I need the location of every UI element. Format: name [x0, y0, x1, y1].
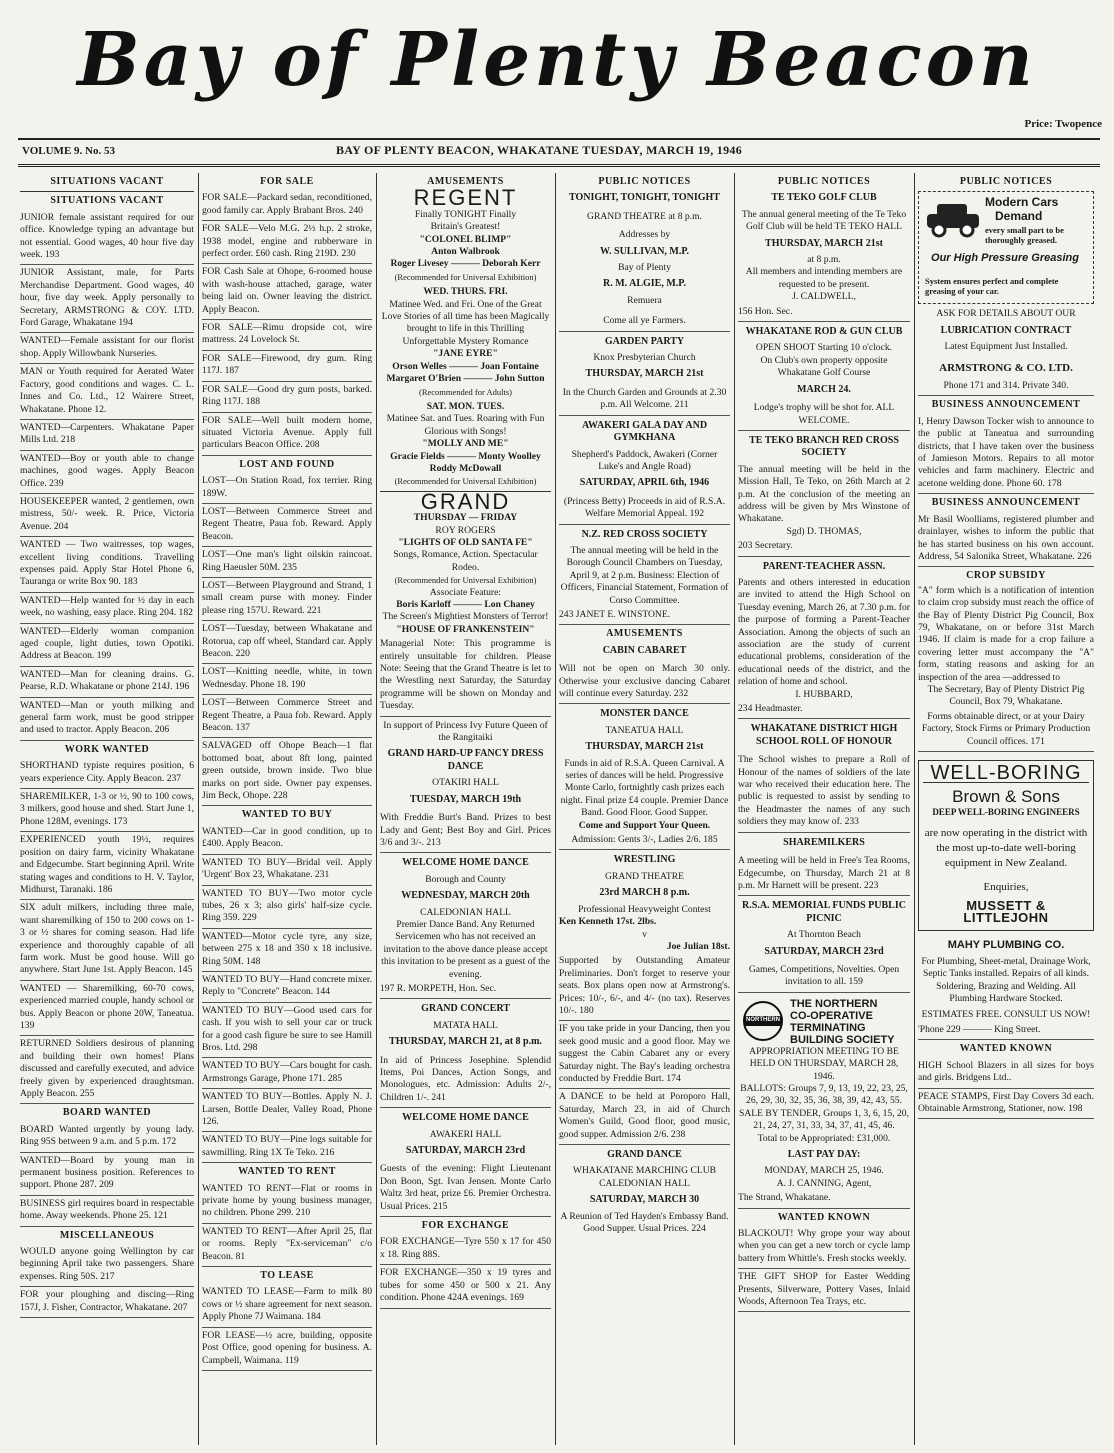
classified-ad: WANTED TO BUY—Bottles. Apply N. J. Larsen, Bottle Dealer, Valley Road, Phone 126.: [202, 1089, 372, 1132]
section-heading: WANTED KNOWN: [959, 1043, 1053, 1055]
masthead: [0, 0, 1114, 140]
section-heading: SITUATIONS VACANT: [50, 195, 164, 207]
event-heading: CABIN CABARET: [602, 644, 687, 656]
text-line: J. CALDWELL,: [792, 291, 856, 303]
text-line: MATATA HALL: [433, 1019, 498, 1031]
text-line: TANEATUA HALL: [605, 724, 684, 736]
classified-ad: WANTED—Car in good condition, up to £400. Apply Beacon.: [202, 824, 372, 855]
classified-ad: WANTED TO BUY—Bridal veil. Apply 'Urgent' Box 23, Whakatane. 231: [202, 855, 372, 886]
classified-ad: WANTED TO BUY—Two motor cycle tubes, 26 x 3; also girls' half-size cycle. Ring 359. 229: [202, 886, 372, 929]
classified-ad: EXPERIENCED youth 19½, requires position on dairy farm, vicinity Whakatane and Edgecumbe. Start beginning April. Write stating wages and conditions to H. V. Taylor, Midhurst, Taranaki. 186: [20, 832, 194, 900]
section-heading: PUBLIC NOTICES: [959, 176, 1053, 187]
text-line: at 8 p.m.: [807, 254, 841, 266]
classified-ad: IF you take pride in your Dancing, then you seek good music and a good floor. May we suggest the Cabin Cabaret any or every Saturday night. The Bay's leading orchestra conducted by Freddie Burt. 174: [559, 1021, 730, 1089]
classified-ad: WANTED — Sharemilking, 60-70 cows, experienced married couple, handy school or bus. Apply Beacon or phone 20W, Taneatua. 139: [20, 981, 194, 1037]
classified-ad: SHORTHAND typiste requires position, 6 years experience City. Apply Beacon. 237: [20, 758, 194, 789]
classified-ad: LOST—Knitting needle, white, in town Wednesday. Phone 18. 190: [202, 664, 372, 695]
classified-ad: JUNIOR Assistant, male, for Parts Merchandise Department. Good wages, 40 hour, five day week. Apply personally to Secretary, ARMSTRONG & COY. LTD. Ford Garage, Whakatane 194: [20, 265, 194, 333]
society-name-line: TERMINATING: [790, 1021, 866, 1034]
text-line: CALEDONIAN HALL: [599, 1177, 690, 1189]
text-line: LUBRICATION CONTRACT: [940, 324, 1072, 336]
section-heading: TO LEASE: [260, 1270, 314, 1282]
text-line: Joe Julian 18st.: [666, 940, 730, 952]
text-line: 234 Headmaster.: [738, 701, 910, 719]
text-line: Phone 171 and 314. Private 340.: [918, 378, 1094, 396]
text-line: CALEDONIAN HALL: [420, 906, 511, 918]
text-line: Ken Kenneth 17st. 2lbs.: [559, 916, 657, 928]
classified-ad: WANTED—Boy or youth able to change machines, good wages. Apply Beacon Office. 239: [20, 451, 194, 494]
event-heading: GARDEN PARTY: [604, 335, 685, 347]
text-line: On Club's own property opposite Whakatane Golf Course: [760, 354, 888, 379]
section-heading: PUBLIC NOTICES: [598, 176, 691, 187]
text-block: The annual meeting will be held in the Mission Hall, Te Teko, on 26th March at 2 p.m. At the conclusion of the meeting an address will be given by Mrs Winstone of Whakatane.: [738, 463, 910, 525]
classified-ad: WANTED—Motor cycle tyre, any size, between 275 x 18 and 350 x 18 inclusive. Ring 50M. 148: [202, 929, 372, 972]
price-label: Price: Twopence: [1024, 118, 1102, 130]
event-date: 23rd MARCH 8 p.m.: [599, 887, 690, 899]
text-line: Games, Competitions, Novelties. Open invitation to all. 159: [738, 962, 910, 993]
logo-text: NORTHERN: [746, 1016, 780, 1023]
text-line: Finally TONIGHT Finally: [414, 208, 517, 220]
section-heading: SITUATIONS VACANT: [50, 176, 164, 187]
text-block: For Plumbing, Sheet-metal, Drainage Work, Septic Tanks installed. Repairs of all kinds. Soldering, Brazing and Welding. All Plumbing Hardware Stocked.: [921, 955, 1091, 1005]
section-heading: WANTED TO BUY: [241, 809, 333, 821]
section-heading: BUSINESS ANNOUNCEMENT: [931, 497, 1081, 509]
classified-ad: LOST—Between Commerce Street and Regent Theatre, Paua fob. Reward. Apply Beacon.: [202, 504, 372, 547]
film-title: "COLONEL BLIMP": [419, 233, 512, 245]
text-block: Forms obtainable direct, or at your Dairy Factory, Stock Firms or Primary Production Council offices. 171: [918, 709, 1094, 752]
classified-ad: FOR LEASE—½ acre, building, opposite Post Office, good opening for business. A. Campbell, Waimana. 119: [202, 1328, 372, 1371]
text-line: Addresses by: [618, 229, 671, 241]
text-block: Guests of the evening: Flight Lieutenant Don Boon, Sgt. Ivan Jensen. Monte Carlo Waltz 3rd heat, prize £6. Premier Orchestra. Usual Prices. 215: [380, 1161, 551, 1217]
classified-ad: MAN or Youth required for Aerated Water Factory, good conditions and wages. C. L. Innes and Co. Ltd., 12 Wairere Street, Whakatane. Phone 12.: [20, 364, 194, 420]
text-line: Songs, Romance, Action. Spectacular Rodeo.: [393, 549, 538, 573]
text-line: Professional Heavyweight Contest: [578, 903, 711, 915]
company-name: MAHY PLUMBING CO.: [947, 939, 1065, 952]
section-heading: AMUSEMENTS: [427, 176, 504, 187]
text-line: Bay of Plenty: [618, 262, 671, 274]
section-heading: LOST AND FOUND: [239, 458, 335, 470]
company-name: ARMSTRONG & CO. LTD.: [939, 361, 1073, 374]
text-line: Latest Equipment Just Installed.: [944, 341, 1068, 353]
column-divider: [376, 173, 377, 1445]
event-heading: MONSTER DANCE: [600, 708, 689, 720]
classified-ad: WANTED—Carpenters. Whakatane Paper Mills Ltd. 218: [20, 420, 194, 451]
ad-heading: Modern Cars: [985, 195, 1059, 210]
classified-ad: WANTED—Female assistant for our florist shop. Apply Willowbank Nurseries.: [20, 333, 194, 364]
text-block: are now operating in the district with the most up-to-date well-boring equipment in New Zealand.: [924, 827, 1088, 870]
event-heading: R.S.A. MEMORIAL FUNDS PUBLIC PICNIC: [742, 900, 906, 924]
text-block: BALLOTS: Groups 7, 9, 13, 19, 22, 23, 25, 26, 29, 30, 32, 35, 36, 38, 39, 42, 43, 55.: [740, 1082, 908, 1107]
event-heading: GRAND HARD-UP FANCY DRESS DANCE: [387, 748, 544, 772]
column-public-notices-2: [738, 173, 910, 1448]
text-block: Mr Basil Woolliams, registered plumber and drainlayer, wishes to inform the public that he has started business on his own account. Address, 54 Salonika Street, Whakatane. 226: [918, 512, 1094, 568]
section-heading: BOARD WANTED: [62, 1107, 152, 1119]
text-line: The Strand, Whakatane.: [738, 1190, 910, 1208]
classified-ad: SIX adult milkers, including three male, want sharemilking of 150 to 200 cows on 1-3 or ½ shares for coming season. Had life experience and thoroughly capable of all farm work. Must be good house. Will go anywhere. Start June 1st. Apply Beacon. 145: [20, 900, 194, 980]
column-amusements: [380, 173, 551, 1448]
text-line: I. HUBBARD,: [795, 688, 853, 700]
text-line: ASK FOR DETAILS ABOUT OUR: [936, 308, 1076, 320]
section-heading: WORK WANTED: [64, 743, 150, 755]
text-block: (Princess Betty) Proceeds in aid of R.S.A. Welfare Memorial Appeal. 192: [559, 494, 730, 525]
event-date: THURSDAY, MARCH 21st: [585, 741, 704, 753]
text-block: Funds in aid of R.S.A. Queen Carnival. A series of dances will be held. Progressive Monte Carlo, fortnightly cash prizes each night. Final prize £4 couple. Premier Dance Band. Good Floor. Good Supper.: [560, 757, 729, 819]
text-block: A Reunion of Ted Hayden's Embassy Band. Good Supper. Usual Prices. 224: [560, 1210, 729, 1235]
section-heading: PUBLIC NOTICES: [777, 176, 871, 187]
text-line: Shepherd's Paddock, Awakeri (Corner Luke's and Angle Road): [571, 448, 718, 472]
event-date: THURSDAY, MARCH 21st: [765, 237, 883, 249]
ad-heading: Our High Pressure Greasing: [931, 252, 1079, 265]
text-block: The School wishes to prepare a Roll of Honour of the names of soldiers of the late war who received their education here. The public is requested to assist by sending to the Headmaster the names of any such soldiers they may know of. 233: [738, 752, 910, 832]
event-date: SATURDAY, MARCH 30: [589, 1194, 700, 1206]
regent-theatre-title: REGENT: [413, 185, 518, 211]
event-heading: AWAKERI GALA DAY AND GYMKHANA: [581, 419, 708, 444]
well-boring-ad: [918, 760, 1094, 931]
text-line: At Thornton Beach: [787, 929, 861, 941]
text-line: W. SULLIVAN, M.P.: [599, 245, 690, 257]
classified-ad: FOR SALE—Packard sedan, reconditioned, good family car. Apply Brabant Bros. 240: [202, 190, 372, 221]
text-line: Matinee Sat. and Tues. Roaring with Fun Glorious with Songs!: [386, 413, 545, 437]
classified-ad: WANTED—Man for cleaning drains. G. Pearse, R.D. Whakatane or phone 214J. 196: [20, 667, 194, 698]
section-heading: AMUSEMENTS: [606, 628, 683, 640]
ad-heading: WELL-BORING: [930, 762, 1082, 784]
column-public-notices-3: [918, 173, 1094, 1448]
film-title: "MOLLY AND ME": [422, 438, 509, 450]
modern-cars-ad: [918, 191, 1094, 304]
text-line: Britain's Greatest!: [430, 221, 501, 233]
classified-ad: FOR SALE—Rimu dropside cot, wire mattress. 24 Lovelock St.: [202, 320, 372, 351]
text-line: A. J. CANNING, Agent,: [776, 1177, 872, 1189]
classified-ad: WANTED TO BUY—Hand concrete mixer. Reply to "Concrete" Beacon. 144: [202, 972, 372, 1003]
text-line: DEEP WELL-BORING ENGINEERS: [932, 806, 1080, 817]
text-line: 156 Hon. Sec.: [738, 304, 910, 322]
text-line: Enquiries,: [983, 881, 1029, 894]
text-line: 197 R. MORPETH, Hon. Sec.: [380, 981, 551, 999]
text-line: The Screen's Mightiest Monsters of Terror!: [382, 611, 549, 623]
text-block: All members and intending members are requested to be present.: [745, 266, 903, 290]
text-line: Come and Support Your Queen.: [578, 819, 711, 831]
text-line: Gracie Fields ——— Monty Woolley: [390, 450, 541, 462]
text-block: The annual general meeting of the Te Teko Golf Club will be held TE TEKO HALL: [741, 208, 907, 233]
classified-ad: HOUSEKEEPER wanted, 2 gentlemen, own mistress, 50/- week. R. Price, Victoria Avenue. 204: [20, 494, 194, 537]
text-line: R. M. ALGIE, M.P.: [603, 278, 686, 290]
text-line: Anton Walbrook: [431, 246, 500, 258]
dateline-text: BAY OF PLENTY BEACON, WHAKATANE TUESDAY, MARCH 19, 1946: [336, 143, 743, 157]
event-heading: PARENT-TEACHER ASSN.: [762, 560, 886, 572]
event-heading: WHAKATANE DISTRICT HIGH SCHOOL ROLL OF HONOUR: [750, 723, 898, 747]
classified-ad: JUNIOR female assistant required for our office. Knowledge typing an advantage but not essential. Good wages, 40 hour five day week. 193: [20, 210, 194, 266]
text-line: GRAND THEATRE at 8 p.m.: [587, 210, 702, 222]
classified-ad: HIGH School Blazers in all sizes for boys and girls. Bridgens Ltd..: [918, 1058, 1094, 1089]
text-line: (Recommended for Universal Exhibition): [394, 575, 537, 586]
newspaper-title: Bay of Plenty Beacon: [77, 17, 1037, 103]
event-heading: GRAND CONCERT: [421, 1003, 510, 1015]
car-icon: [923, 196, 983, 240]
classified-ad: BLACKOUT! Why grope your way about when you can get a new torch or cycle lamp battery from Whittle's. Fresh stocks weekly.: [738, 1226, 910, 1269]
text-line: Admission: Gents 3/-, Ladies 2/6. 185: [559, 832, 730, 850]
section-heading: FOR EXCHANGE: [421, 1220, 510, 1232]
text-line: THURSDAY — FRIDAY: [413, 512, 518, 524]
event-date: TUESDAY, MARCH 19th: [409, 793, 522, 805]
film-title: "JANE EYRE": [433, 348, 498, 360]
event-heading: WELCOME HOME DANCE: [402, 1112, 529, 1124]
dateline-bar: [18, 138, 1100, 167]
event-date: THURSDAY, MARCH 21, at 8 p.m.: [389, 1036, 542, 1048]
text-line: Roger Livesey ——— Deborah Kerr: [390, 258, 541, 270]
classified-ad: FOR EXCHANGE—350 x 19 tyres and tubes for some 450 or 500 x 21. Any condition. Phone 424A evenings. 169: [380, 1265, 551, 1308]
classified-ad: WANTED TO BUY—Cars bought for cash. Armstrongs Garage, Phone 171. 285: [202, 1058, 372, 1089]
event-heading: TE TEKO GOLF CLUB: [771, 192, 877, 204]
classified-ad: THE GIFT SHOP for Easter Wedding Presents, Silverware, Pottery Vases, Inlaid Woods, Afternoon Tea Trays, etc.: [738, 1269, 910, 1312]
text-line: GRAND THEATRE: [605, 870, 684, 882]
classified-ad: WANTED TO RENT—Flat or rooms in private home by young business manager, no children. Phone 299. 210: [202, 1181, 372, 1224]
classified-ad: WANTED—Board by young man in permanent business position. References to support. Phone 287. 209: [20, 1153, 194, 1196]
column-divider: [914, 173, 915, 1445]
text-block: In the Church Garden and Grounds at 2.30 p.m. All Welcome. 211: [559, 385, 730, 416]
classified-ad: WANTED—Man or youth milking and general farm work, must be good stripper and used to tractor. Apply Beacon. 206: [20, 698, 194, 741]
classified-ad: FOR SALE—Good dry gum posts, barked. Ring 117J. 188: [202, 382, 372, 413]
classified-ad: FOR Cash Sale at Ohope, 6-roomed house with wash-house attached, garage, water being laid on. Owner leaving the district. Apply Beacon.: [202, 264, 372, 320]
event-heading: TE TEKO BRANCH RED CROSS SOCIETY: [749, 434, 899, 459]
classified-ad: WANTED TO BUY—Good used cars for cash. If you wish to sell your car or truck for a good cash figure be sure to see Hamill Bros. Ltd. 298: [202, 1003, 372, 1059]
text-line: Matinee Wed. and Fri. One of the Great Love Stories of all time has been Magically brought to life in this Thrilling Unforgettable Mystery Romance: [381, 298, 550, 347]
text-line: ESTIMATES FREE. CONSULT US NOW!: [921, 1009, 1091, 1021]
text-block: APPROPRIATION MEETING TO BE HELD ON THURSDAY, MARCH 28, 1946.: [749, 1045, 899, 1082]
section-heading: WANTED KNOWN: [777, 1211, 871, 1223]
text-line: 243 JANET E. WINSTONE.: [559, 607, 730, 625]
text-line: (Recommended for Universal Exhibition): [394, 271, 537, 282]
section-heading: CROP SUBSIDY: [966, 570, 1046, 582]
column-divider: [734, 173, 735, 1445]
company-name: Brown & Sons: [952, 787, 1060, 807]
event-heading: TONIGHT, TONIGHT, TONIGHT: [569, 192, 720, 204]
classified-ad: LOST—Tuesday, between Whakatane and Rotorua, cap off wheel, Standard car. Apply Beacon. 220: [202, 621, 372, 664]
classified-ad: LOST—Between Commerce Street and Regent Theatre, a Paua fob. Reward. Apply Beacon. 137: [202, 695, 372, 738]
text-block: The annual meeting will be held in the Borough Council Chambers on Tuesday, April 9, at 2 p.m. Business: Election of Officers, Financial Statement, Formation of Corso Committee.: [560, 544, 729, 606]
ad-heading: Demand: [995, 209, 1043, 224]
text-block: SALE BY TENDER, Groups 1, 3, 6, 15, 20, 21, 24, 27, 31, 33, 34, 37, 41, 45, 46.: [738, 1107, 910, 1132]
text-line: Roddy McDowall: [429, 462, 502, 474]
company-name: MUSSETT & LITTLEJOHN: [963, 897, 1049, 926]
text-line: v: [642, 928, 647, 940]
classified-ad: LOST—One man's light oilskin raincoat. Ring Haeusler 50M. 235: [202, 547, 372, 578]
text-block: The Secretary, Bay of Plenty District Pig Council, Box 79, Whakatane.: [927, 683, 1085, 708]
event-heading: N.Z. RED CROSS SOCIETY: [581, 528, 708, 540]
text-line: WED. THURS. FRI.: [423, 286, 508, 298]
classified-ad: FOR your ploughing and discing—Ring 157J, J. Fisher, Contractor, Whakatane. 207: [20, 1287, 194, 1318]
event-heading: WHAKATANE ROD & GUN CLUB: [745, 326, 903, 338]
classified-ad: BUSINESS girl requires board in respectable home. Away weekends. Phone 25. 121: [20, 1196, 194, 1227]
text-block: "A" form which is a notification of intention to claim crop subsidy must reach the office of the Bay of Plenty District Pig Council, Box 79, Whakatane, on or before 31st March 1946. If claim is made for a crop failure a covering letter must accompany the "A" form, stating reasons and asking for an inspection of the area —addressed to: [918, 584, 1094, 683]
classified-ad: WOULD anyone going Wellington by car beginning April take two passengers. Share expenses. Ring 50S. 217: [20, 1244, 194, 1287]
classified-ad: RETURNED Soldiers desirous of planning and building their own homes! Plans discussed and carefully executed, and advice freely given by experienced draughtsman. Apply Beacon. 255: [20, 1036, 194, 1104]
classified-ad: WANTED—Elderly woman companion aged couple, light duties, town Opotiki. Address at Beacon. 199: [20, 624, 194, 667]
text-line: Orson Welles ——— Joan Fontaine: [392, 360, 539, 372]
text-block: Will not be open on March 30 only. Otherwise your exclusive dancing Cabaret will continue every Saturday. 232: [559, 661, 730, 704]
text-line: Come all ye Farmers.: [559, 313, 730, 331]
event-date: MARCH 24.: [797, 383, 851, 395]
text-line: Sgd) D. THOMAS,: [786, 525, 862, 537]
column-divider: [198, 173, 199, 1445]
text-line: Remuera: [627, 294, 662, 306]
text-line: AWAKERI HALL: [429, 1128, 502, 1140]
grand-theatre-title: GRAND: [420, 488, 511, 514]
text-line: Knox Presbyterian Church: [593, 352, 696, 364]
text-line: Total to be Appropriated: £31,000.: [757, 1132, 891, 1144]
event-heading: WRESTLING: [613, 854, 676, 866]
text-block: Supported by Outstanding Amateur Preliminaries. Don't forget to reserve your seats. Box plans open now at Armstrong's. Prices: 10/-, 6/-, and 4/- (no tax). Reserves 10/-. 180: [559, 953, 730, 1021]
classified-ad: SHAREMILKER, 1-3 or ½, 90 to 100 cows, 3 milkers, good house and shed. Start June 1, Phone 128M, evenings. 173: [20, 789, 194, 832]
volume-number: VOLUME 9. No. 53: [22, 145, 115, 157]
column-public-notices: [559, 173, 730, 1448]
text-block: Premier Dance Band. Any Returned Servicemen who has not received an invitation to the above dance please accept this invitation to be present as a guest of the evening.: [381, 918, 550, 980]
text-line: OPEN SHOOT Starting 10 o'clock.: [755, 342, 893, 354]
classified-ad: WANTED TO LEASE—Farm to milk 80 cows or ½ share agreement for next season. Apply Phone 7J Waimana. 184: [202, 1284, 372, 1327]
event-date: SATURDAY, MARCH 23rd: [764, 945, 884, 957]
section-heading: BUSINESS ANNOUNCEMENT: [931, 399, 1081, 411]
text-block: In aid of Princess Josephine. Splendid Items, Poi Dances, Action Songs, and Monologues, etc. Admission: Adults 2/-, Children 1/-. 241: [380, 1053, 551, 1109]
section-heading: FOR SALE: [260, 176, 314, 187]
column-divider: [555, 173, 556, 1445]
film-title: "HOUSE OF FRANKENSTEIN": [396, 623, 535, 635]
section-heading: WANTED TO RENT: [238, 1166, 336, 1178]
classified-ad: FOR EXCHANGE—Tyre 550 x 17 for 450 x 18. Ring 88S.: [380, 1234, 551, 1265]
classified-ad: SALVAGED off Ohope Beach—1 flat bottomed boat, about 8ft long, painted green outside, brown inside. Two blue marks on port side. Owner pay expenses. Jim Beck, Ohope. 228: [202, 738, 372, 806]
text-line: (Recommended for Adults): [418, 386, 512, 397]
classified-ad: FOR SALE—Well built modern home, situated Victoria Avenue. Apply full particulars Beacon Office. 208: [202, 413, 372, 456]
text-line: OTAKIRI HALL: [432, 777, 499, 789]
classified-ad: FOR SALE—Firewood, dry gum. Ring 117J. 187: [202, 351, 372, 382]
event-heading: WELCOME HOME DANCE: [402, 857, 529, 869]
classified-ad: BOARD Wanted urgently by young lady. Ring 95S between 9 a.m. and 5 p.m. 172: [20, 1122, 194, 1153]
classified-ad: WANTED — Two waitresses, top wages, excellent living conditions. Travelling expenses paid. Apply Star Hotel Phone 6, Tauranga or write Box 90. 183: [20, 537, 194, 593]
event-date: SATURDAY, APRIL 6th, 1946: [579, 477, 710, 489]
event-date: THURSDAY, MARCH 21st: [585, 368, 704, 380]
text-block: Parents and others interested in education are invited to attend the High School on Tuesday evening, March 26, at 7.30 p.m. for the purpose of forming a Parent-Teacher Association. Among the objects of such an association are the study of current educational problems, consideration of the educational needs of the district, and the relation of home and school.: [738, 576, 910, 688]
classified-ad: PEACE STAMPS, First Day Covers 3d each. Obtainable Armstrong, Stationer, now. 198: [918, 1089, 1094, 1120]
text-block: I, Henry Dawson Tocker wish to announce to the public at Taneatua and surrounding districts, that I have taken over the business of Jamieson Motors. Repairs to all motor vehicles and farm machinery. Electric and acetone welding done. Phone 60. 178: [918, 414, 1094, 494]
classified-ad: WANTED—Help wanted for ½ day in each week, no washing, easy place. Ring 204. 182: [20, 593, 194, 624]
text-line: MONDAY, MARCH 25, 1946.: [764, 1165, 884, 1177]
text-block: Managerial Note: This programme is entirely unsuitable for children. Please Note: Seeing that the Grand Theatre is let to the Wrestling next Saturday, the Saturday programme will be shown on Monday and Tuesday.: [380, 636, 551, 716]
text-line: SAT. MON. TUES.: [426, 400, 505, 412]
text-block: With Freddie Burt's Band. Prizes to best Lady and Gent; Best Boy and Girl. Prices 3/6 and 3/-. 213: [380, 810, 551, 853]
event-heading: SHAREMILKERS: [783, 836, 865, 848]
text-line: Associate Feature:: [429, 586, 502, 598]
text-line: Lodge's trophy will be shot for. ALL WELCOME.: [738, 400, 910, 431]
text-line: Margaret O'Brien ——— John Sutton: [386, 373, 545, 385]
classified-ad: WANTED TO RENT—After April 25, flat or rooms. Reply "Ex-serviceman" c/o Beacon. 81: [202, 1224, 372, 1267]
building-society-header: [738, 996, 910, 1046]
text-line: LAST PAY DAY:: [787, 1149, 861, 1160]
event-date: WEDNESDAY, MARCH 20th: [401, 890, 530, 902]
text-line: System ensures perfect and complete greasing of your car.: [925, 276, 1059, 297]
film-title: "LIGHTS OF OLD SANTA FE": [398, 536, 533, 548]
text-block: A meeting will be held in Free's Tea Rooms, Edgecumbe, on Thursday, March 21 at 8 p.m. Mr Harnett will be present. 223: [738, 853, 910, 896]
text-line: 'Phone 229 ——— King Street.: [918, 1022, 1094, 1040]
classified-ad: WANTED TO BUY—Pine logs suitable for sawmilling. Ring 1X Te Teko. 216: [202, 1132, 372, 1163]
text-line: 203 Secretary.: [738, 538, 910, 556]
society-name-line: CO-OPERATIVE: [790, 1009, 873, 1022]
society-name-line: BUILDING SOCIETY: [790, 1033, 895, 1046]
text-line: every small part to be thoroughly greased.: [985, 225, 1064, 246]
column-situations: [20, 173, 194, 1448]
section-heading: MISCELLANEOUS: [59, 1229, 155, 1241]
text-line: Boris Karloff ——— Lon Chaney: [396, 599, 535, 610]
event-heading: GRAND DANCE: [607, 1149, 682, 1160]
column-for-sale: [202, 173, 372, 1448]
text-line: WHAKATANE MARCHING CLUB: [572, 1165, 717, 1177]
text-line: ROY ROGERS: [435, 524, 496, 536]
text-line: (Recommended for Universal Exhibition): [394, 476, 537, 487]
text-line: Borough and County: [425, 873, 506, 885]
text-line: In support of Princess Ivy Future Queen of the Rangitaiki: [383, 719, 548, 744]
classified-ad: FOR SALE—Velo M.G. 2½ h.p. 2 stroke, 1938 model, engine and rubberware in perfect order. £60 cash. Ring 219D. 230: [202, 221, 372, 264]
classified-ad: LOST—Between Playground and Strand, 1 small cream purse with money. Finder please ring 157U. Reward. 221: [202, 578, 372, 621]
event-date: SATURDAY, MARCH 23rd: [405, 1145, 526, 1157]
classified-ad: LOST—On Station Road, fox terrier. Ring 189W.: [202, 473, 372, 504]
society-name-line: THE NORTHERN: [790, 997, 878, 1010]
classified-ad: A DANCE to be held at Poroporo Hall, Saturday, March 23, in aid of Church Women's Guild, Good floor, good music, good supper. Admission 2/6. 238: [559, 1089, 730, 1145]
